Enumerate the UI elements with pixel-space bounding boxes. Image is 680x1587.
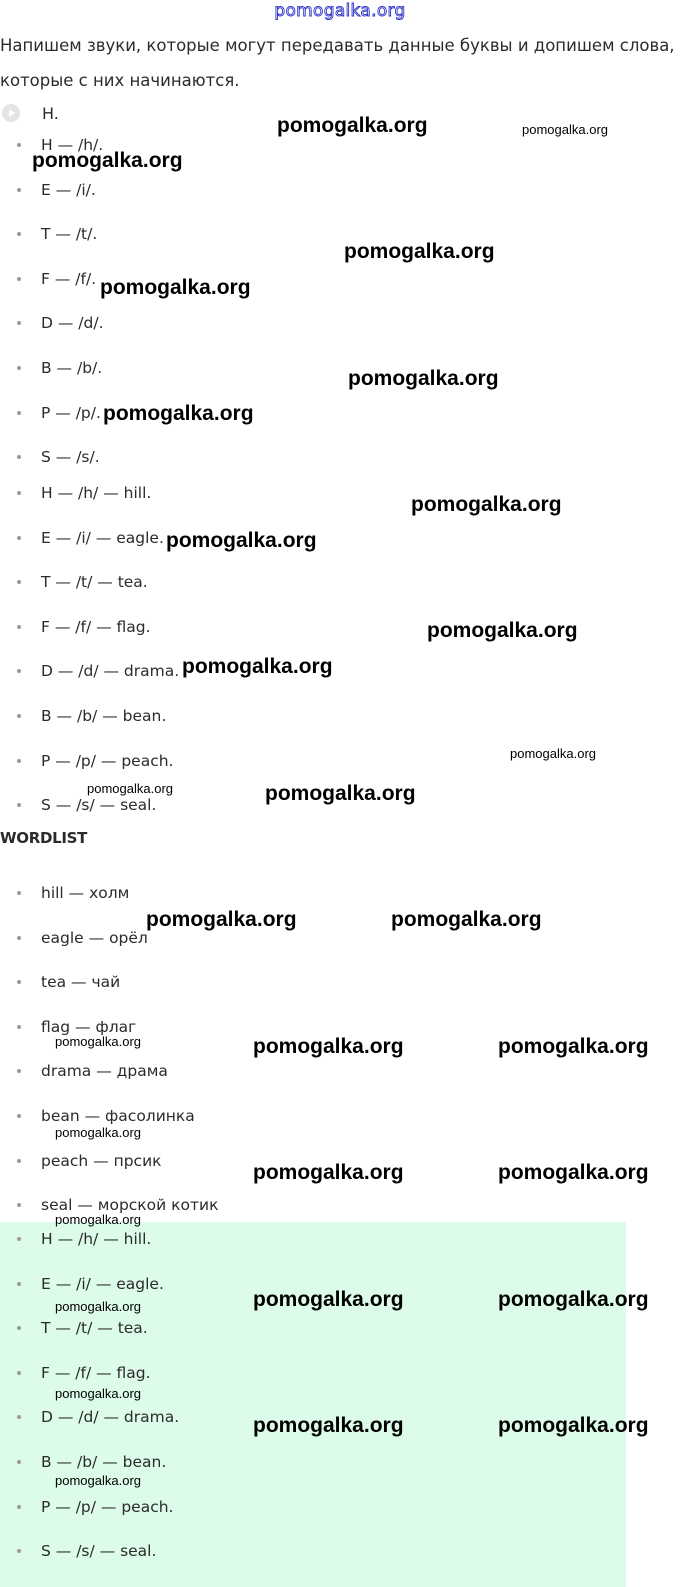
bullet-icon [17, 803, 21, 807]
watermark-text: pomogalka.org [348, 367, 499, 390]
watermark-text: pomogalka.org [498, 1288, 649, 1311]
watermark-text: pomogalka.org [498, 1414, 649, 1437]
sound-word-text: S — /s/ — seal. [41, 796, 157, 815]
watermark-text: pomogalka.org [55, 1125, 141, 1140]
watermark-text: pomogalka.org [55, 1473, 141, 1488]
bullet-icon [17, 232, 21, 236]
bullet-icon [17, 1460, 21, 1464]
watermark-text: pomogalka.org [55, 1299, 141, 1314]
watermark-text: pomogalka.org [253, 1035, 404, 1058]
bullet-icon [17, 1282, 21, 1286]
watermark-text: pomogalka.org [277, 114, 428, 137]
bullet-icon [17, 936, 21, 940]
answer-text: E — /i/ — eagle. [41, 1274, 164, 1293]
bullet-icon [17, 1159, 21, 1163]
watermark-text: pomogalka.org [265, 782, 416, 805]
audio-label: H. [42, 104, 59, 123]
wordlist-text: eagle — орёл [41, 928, 148, 947]
watermark-text: pomogalka.org [391, 908, 542, 931]
sound-text: P — /p/. [41, 403, 101, 422]
bullet-icon [17, 1203, 21, 1207]
watermark-text: pomogalka.org [253, 1288, 404, 1311]
bullet-icon [17, 669, 21, 673]
wordlist-text: tea — чай [41, 973, 121, 992]
bullet-icon [17, 491, 21, 495]
bullet-icon [17, 188, 21, 192]
bullet-icon [17, 411, 21, 415]
watermark-text: pomogalka.org [100, 276, 251, 299]
bullet-icon [17, 1114, 21, 1118]
sound-text: E — /i/. [41, 180, 96, 199]
sound-text: F — /f/. [41, 269, 97, 288]
answer-text: F — /f/ — flag. [41, 1363, 151, 1382]
answer-text: P — /p/ — peach. [41, 1497, 174, 1516]
bullet-icon [17, 1505, 21, 1509]
bullet-icon [17, 980, 21, 984]
bullet-icon [17, 1237, 21, 1241]
sound-word-text: E — /i/ — eagle. [41, 528, 164, 547]
bullet-icon [17, 455, 21, 459]
watermark-text: pomogalka.org [510, 746, 596, 761]
watermark-text: pomogalka.org [344, 240, 495, 263]
watermark-text: pomogalka.org [411, 493, 562, 516]
watermark-text: pomogalka.org [522, 122, 608, 137]
wordlist-text: bean — фасолинка [41, 1107, 195, 1125]
watermark-text: pomogalka.org [146, 908, 297, 931]
wordlist-text: drama — драма [41, 1062, 168, 1081]
watermark-text: pomogalka.org [182, 655, 333, 678]
watermark-text: pomogalka.org [253, 1414, 404, 1437]
answer-text: H — /h/ — hill. [41, 1230, 152, 1248]
wordlist-text: peach — прсик [41, 1151, 162, 1170]
bullet-icon [17, 1371, 21, 1375]
watermark-text: pomogalka.org [87, 781, 173, 796]
bullet-icon [17, 536, 21, 540]
wordlist-text: seal — морской котик [41, 1196, 219, 1215]
sound-word-text: H — /h/ — hill. [41, 484, 152, 502]
watermark-text: pomogalka.org [55, 1386, 141, 1401]
watermark-text: pomogalka.org [498, 1035, 649, 1058]
bullet-icon [17, 759, 21, 763]
bullet-icon [17, 580, 21, 584]
play-audio-icon[interactable] [2, 104, 20, 122]
watermark-text: pomogalka.org [55, 1212, 141, 1227]
bullet-icon [17, 714, 21, 718]
sound-word-text: T — /t/ — tea. [41, 573, 148, 592]
watermark-text: pomogalka.org [253, 1161, 404, 1184]
watermark-text: pomogalka.org [427, 619, 578, 642]
answer-text: T — /t/ — tea. [41, 1319, 148, 1338]
watermark-text: pomogalka.org [32, 149, 183, 172]
sound-text: B — /b/. [41, 359, 103, 377]
answer-text: B — /b/ — bean. [41, 1453, 167, 1471]
sound-text: T — /t/. [41, 225, 98, 244]
wordlist-heading: WORDLIST [0, 829, 88, 847]
watermark-text: pomogalka.org [103, 402, 254, 425]
bullet-icon [17, 366, 21, 370]
sound-word-text: F — /f/ — flag. [41, 617, 151, 636]
sound-word-text: B — /b/ — bean. [41, 707, 167, 725]
bullet-icon [17, 1025, 21, 1029]
bullet-icon [17, 891, 21, 895]
sound-text: H — /h/. [41, 136, 104, 154]
bullet-icon [17, 277, 21, 281]
site-logo[interactable]: pomogalka.org [274, 1, 406, 21]
bullet-icon [17, 1069, 21, 1073]
answer-text: S — /s/ — seal. [41, 1542, 157, 1561]
sound-text: S — /s/. [41, 448, 100, 467]
sound-word-text: D — /d/ — drama. [41, 662, 180, 681]
sound-word-text: P — /p/ — peach. [41, 751, 174, 770]
bullet-icon [17, 321, 21, 325]
bullet-icon [17, 625, 21, 629]
watermark-text: pomogalka.org [55, 1034, 141, 1049]
wordlist-text: flag — флаг [41, 1017, 137, 1036]
wordlist-text: hill — холм [41, 884, 130, 902]
watermark-text: pomogalka.org [166, 529, 317, 552]
sound-text: D — /d/. [41, 314, 104, 333]
bullet-icon [17, 143, 21, 147]
intro-paragraph: Напишем звуки, которые могут передавать данные буквы и допишем слова, которые с них начинаются. [0, 36, 675, 90]
answer-text: D — /d/ — drama. [41, 1408, 180, 1427]
watermark-text: pomogalka.org [498, 1161, 649, 1184]
